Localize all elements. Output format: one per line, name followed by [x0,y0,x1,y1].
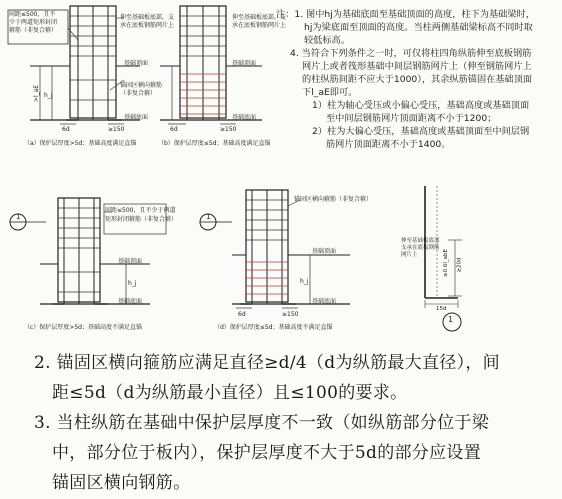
note-4-sub-4: 筋网片顶面距离不小于1400。 [326,139,451,150]
figure-b-base-top: 基础顶面 [232,60,257,67]
note-1-line-2: hj为梁底面至顶面的高度。当柱两侧基础梁标高不同时取 [304,22,533,33]
figure-e-circle-label: 1 [448,315,454,324]
figure-a-base-top: 基础顶面 [124,60,149,67]
figure-a-dim-la: >l_aE [33,84,41,103]
figure-c-circle-label: 1 [16,213,21,221]
notes-block [276,8,558,151]
figure-b-dim-150: ≥150 [220,126,237,133]
figure-b-base-bottom: 基础底面 [232,114,257,121]
figure-d-label-anchor: 锚固区横向箍筋（非复合箍） [294,196,373,203]
figure-d-base-top: 基础顶面 [312,248,337,255]
figure-d-dim-h: h_j [300,278,309,285]
figure-b-caption: （b）保护层厚度≤5d；基础高度满足直锚 [158,140,271,147]
figure-a-label-top: 伸至基础板底部，支 承在底板钢筋网片上 [120,14,175,29]
figure-c-base-top: 基础顶面 [118,258,143,265]
figure-b-dim-6d: 6d [170,126,178,133]
note-4-line-3: 的柱纵筋间距不应大于1000），其余纵筋锚固在基础顶面 [302,74,533,85]
figure-a-label-anchor: 锚固区横向箍筋 （非复合箍） [120,82,163,97]
body-paragraphs [34,348,558,498]
figure-e-dim-06: ≥0.6l_abE [442,249,449,277]
note-4-line-1: 4. 当符合下列条件之一时，可仅将柱四角纵筋伸至底板钢筋 [290,48,532,59]
figure-b-label-top: 伸至基础板底部，支 承在底板钢筋网片上 [232,14,287,29]
note-4-sub-1: 1）柱为轴心受压或小偏心受压，基础高度或基础顶面 [312,100,530,111]
note-4-line-2: 网片上或者筏形基础中间层钢筋网片上（伸至钢筋网片上 [302,61,532,72]
figure-d-caption: （d）保护层厚度≤5d；基础高度不满足直锚 [214,324,333,331]
figure-e-dim-20d: ≥20d [456,257,463,273]
note-1-line-3: 较低标高。 [304,35,350,46]
figure-d-dim-6d: 6d [238,311,246,318]
body-line-1: 2. 锚固区横向箍筋应满足直径≥d/4（d为纵筋最大直径），间 [34,353,500,373]
figure-d-circle-label: 1 [206,213,211,221]
note-4-line-4: 下l_aE即可。 [302,87,358,98]
figure-c-callout: 间距≤500，且不少于两道 矩形封闭箍筋（非复合箍） [105,207,178,223]
figure-a-base-bottom: 基础底面 [124,114,149,121]
figure-e-dim-15d: 15d [436,306,447,312]
note-4-sub-3: 2）柱为大偏心受压，基础高度或基础顶面至中间层钢 [312,126,530,137]
body-line-3: 3. 当柱纵筋在基础中保护层厚度不一致（如纵筋部分位于梁 [34,413,490,433]
body-line-4: 中，部分位于板内），保护层厚度不大于5d的部分应设置 [52,443,481,463]
body-line-2: 距≤5d（d为纵筋最小直径）且≤100的要求。 [52,383,408,403]
figure-d-base-bottom: 基础底面 [312,298,337,305]
figure-c-caption: （c）保护层厚度>5d；基础高度不满足直锚 [24,324,142,331]
figure-c-base-bottom: 基础底面 [118,298,143,305]
figure-e-label: 伸至基础板底部 支承在底板钢筋 网片上 [401,238,440,258]
figure-a-dim-150: ≥150 [108,126,125,133]
body-line-5: 锚固区横向钢筋。 [52,473,191,493]
figure-a-dim-h: h_j [44,92,53,99]
note-1-line-1: 注：1. 图中hj为基础底面至基础顶面的高度，柱下为基础梁时， [276,9,535,20]
note-4-sub-2: 至中间层钢筋网片顶面距离不小于1200； [326,113,497,124]
figure-d-dim-150: ≥150 [282,311,299,318]
figure-c-dim-h: h_j [128,280,137,287]
figure-a-callout: 间距≤500，且不 少于两道矩形封闭 箍筋（非复合箍） [9,11,58,34]
figure-a-caption: （a）保护层厚度>5d；基础高度满足直锚 [24,140,137,147]
figure-a-dim-6d: 6d [62,126,70,133]
